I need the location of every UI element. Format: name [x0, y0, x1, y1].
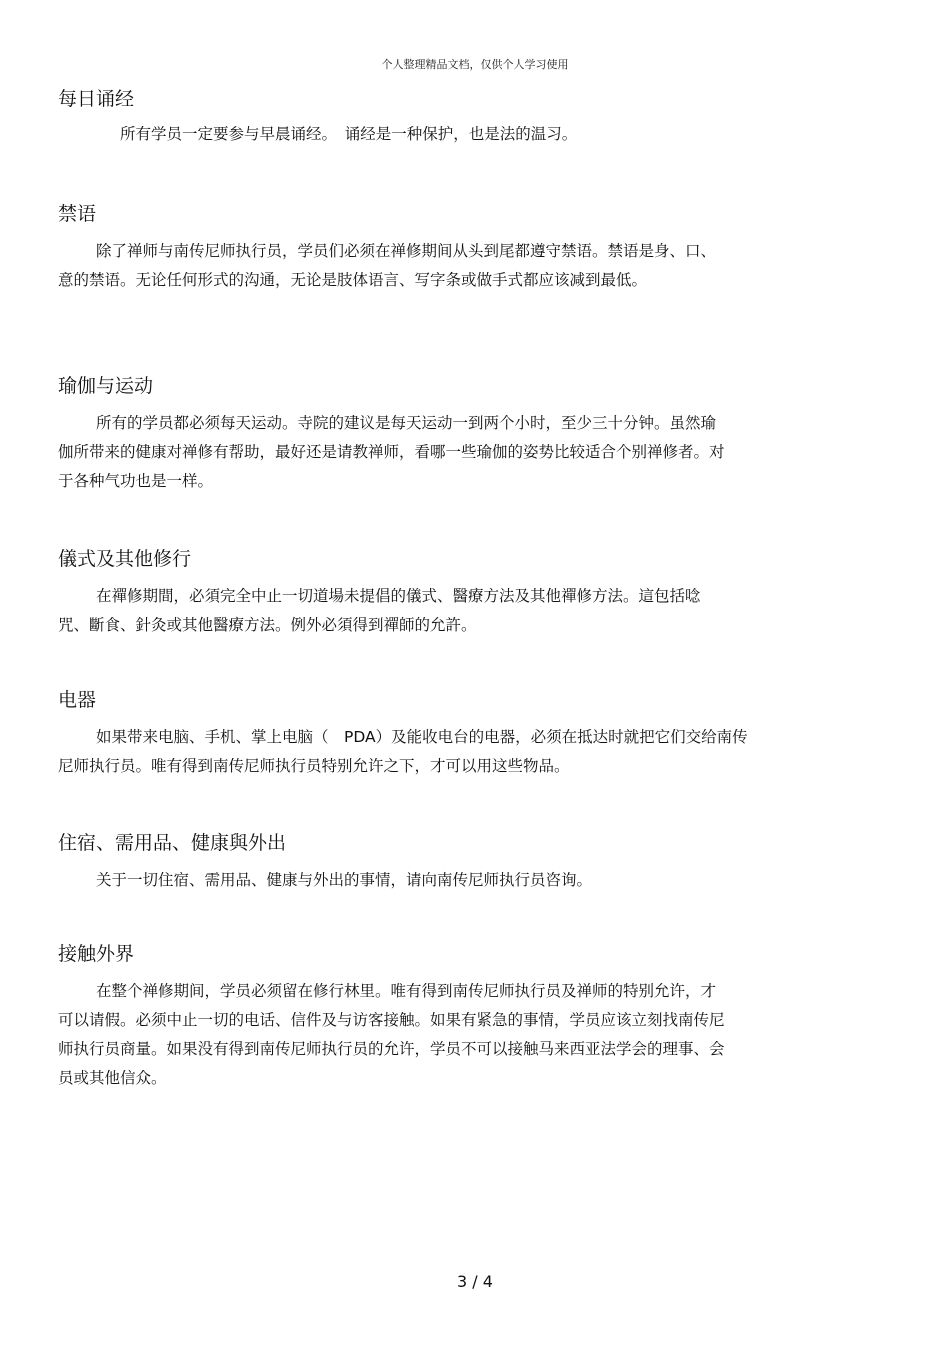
text-line: 在整个禅修期间，学员必须留在修行林里。唯有得到南传尼师执行员及禅师的特别允许，才 [96, 982, 717, 1000]
text-line: 尼师执行员。唯有得到南传尼师执行员特别允许之下，才可以用这些物品。 [58, 757, 570, 775]
section-title: 儀式及其他修行 [58, 548, 192, 570]
section-body [58, 120, 858, 149]
text-line: 师执行员商量。如果没有得到南传尼师执行员的允许，学员不可以接触马来西亚法学会的理事、会 [58, 1040, 725, 1058]
section-title: 每日诵经 [58, 88, 135, 110]
text-line: 在禪修期間，必須完全中止一切道場未提倡的儀式、醫療方法及其他禪修方法。這包括唸 [96, 587, 701, 605]
section-daily-chanting [58, 86, 858, 149]
section-body [58, 582, 858, 640]
section-noble-silence [58, 201, 858, 295]
text-line: 员或其他信众。 [58, 1069, 167, 1087]
section-body [58, 409, 858, 496]
text-line: 除了禅师与南传尼师执行员，学员们必须在禅修期间从头到尾都遵守禁语。禁语是身、口、 [96, 242, 717, 260]
page-number: 3 / 4 [457, 1272, 493, 1291]
page-header: 个人整理精品文档，仅供个人学习使用 [381, 58, 569, 71]
section-title: 禁语 [58, 203, 97, 225]
section-rituals [58, 546, 858, 640]
text-line: 于各种气功也是一样。 [58, 472, 214, 490]
section-body [58, 237, 858, 295]
section-title: 接触外界 [58, 943, 135, 965]
text-line: 咒、斷食、針灸或其他醫療方法。例外必須得到禪師的允許。 [58, 616, 477, 634]
text-line: 可以请假。必须中止一切的电话、信件及与访客接触。如果有紧急的事情，学员应该立刻找南传尼 [58, 1011, 725, 1029]
section-body [58, 977, 858, 1093]
section-accommodation [58, 830, 858, 895]
section-outside-contact [58, 941, 858, 1093]
text-line: 伽所带来的健康对禅修有帮助，最好还是请教禅师，看哪一些瑜伽的姿势比较适合个别禅修者。对 [58, 443, 725, 461]
section-body [58, 866, 858, 895]
section-title: 瑜伽与运动 [58, 375, 154, 397]
section-electronics [58, 687, 858, 781]
section-title: 住宿、需用品、健康與外出 [58, 832, 287, 854]
text-line: 关于一切住宿、需用品、健康与外出的事情，请向南传尼师执行员咨询。 [96, 871, 593, 889]
text-line: 所有的学员都必须每天运动。寺院的建议是每天运动一到两个小时，至少三十分钟。虽然瑜 [96, 414, 717, 432]
text-line: 所有学员一定要参与早晨诵经。 诵经是一种保护，也是法的温习。 [120, 125, 578, 143]
text-line: 意的禁语。无论任何形式的沟通，无论是肢体语言、写字条或做手式都应该减到最低。 [58, 271, 648, 289]
section-body [58, 723, 858, 781]
section-yoga-exercise [58, 373, 858, 496]
text-line: 如果带来电脑、手机、掌上电脑（ PDA）及能收电台的电器，必须在抵达时就把它们交给南传 [96, 728, 748, 746]
section-title: 电器 [58, 689, 97, 711]
